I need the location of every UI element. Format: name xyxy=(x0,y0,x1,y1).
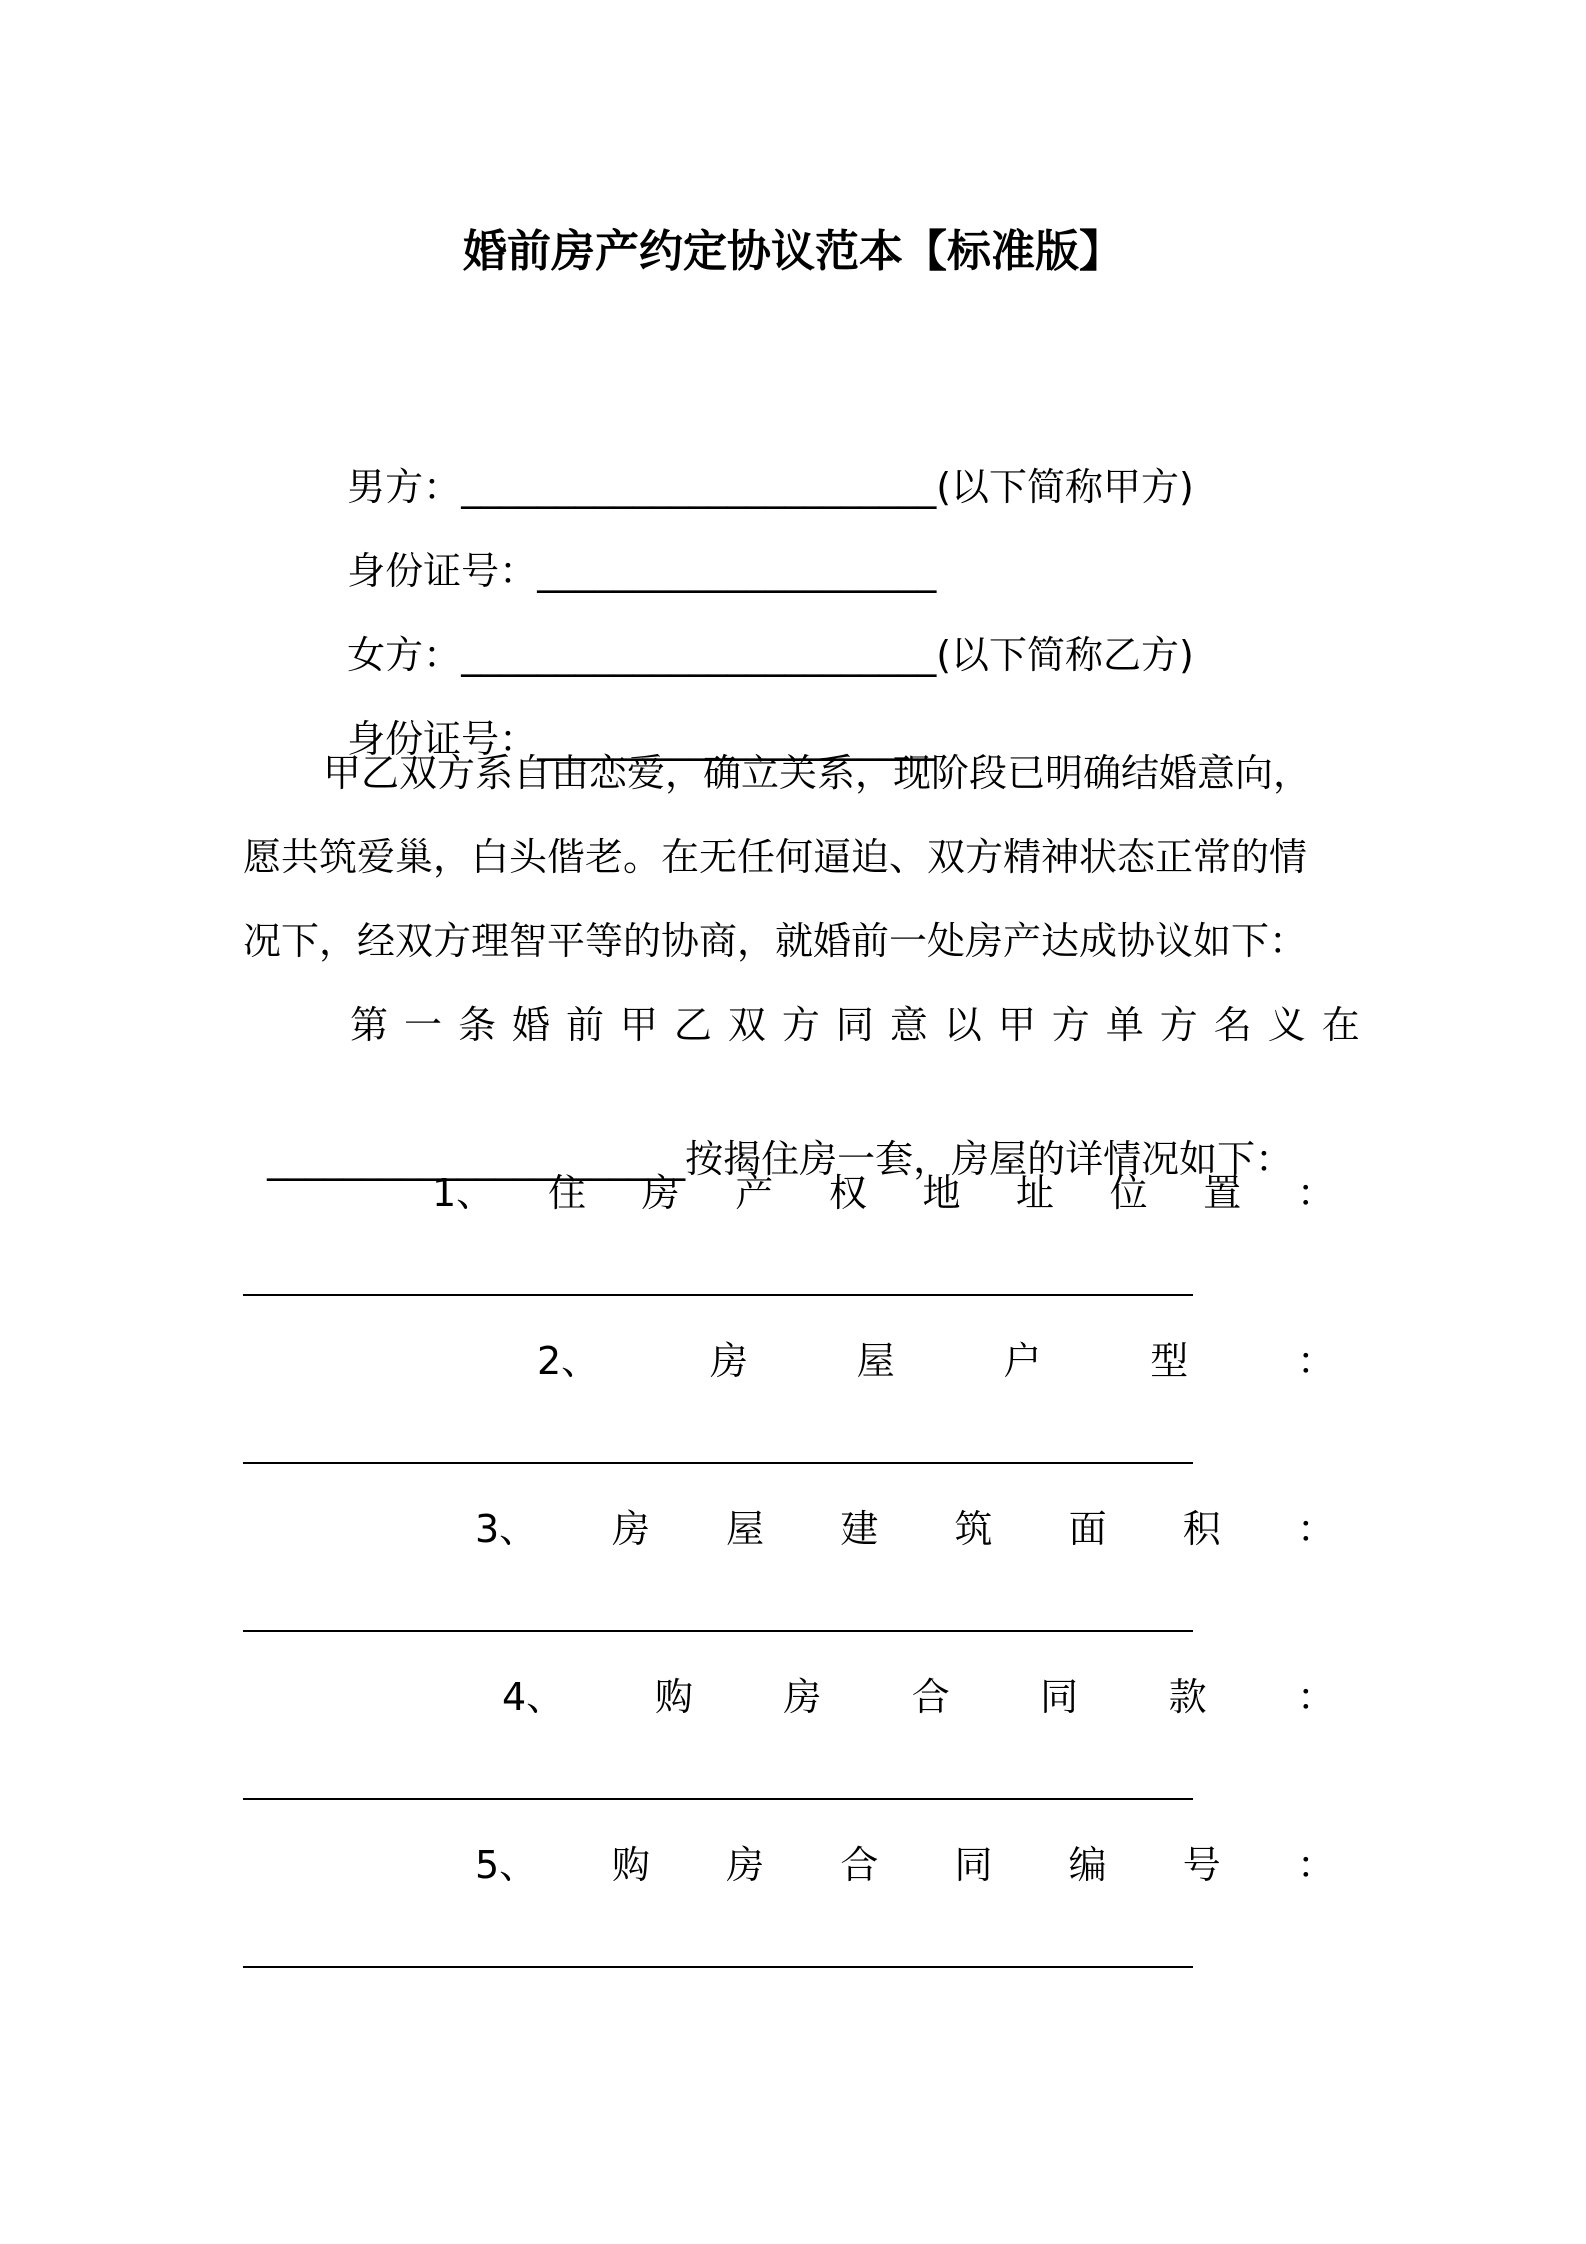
item-label-char: 户 xyxy=(1003,1339,1042,1383)
item-label-char: 房 xyxy=(710,1339,749,1383)
item-label xyxy=(612,1840,1335,1890)
item-label-char: ： xyxy=(1296,1675,1335,1719)
article-1-char: 方 xyxy=(781,1003,820,1047)
item-label-char: 屋 xyxy=(726,1507,765,1551)
item-label-char: 地 xyxy=(922,1171,961,1215)
id-label-1: 身份证号： xyxy=(347,549,538,593)
item-label-char: 位 xyxy=(1109,1171,1148,1215)
item-blank-line xyxy=(243,1294,1193,1296)
article-1-char: 方 xyxy=(1159,1003,1198,1047)
item-number: 1、 xyxy=(432,1171,495,1215)
item-label xyxy=(548,1168,1335,1218)
item-label-char: 屋 xyxy=(856,1339,895,1383)
article-1-char: 条 xyxy=(457,1003,496,1047)
article-1-char: 同 xyxy=(835,1003,874,1047)
article-1-char: 前 xyxy=(565,1003,604,1047)
item-label-char: 同 xyxy=(1040,1675,1079,1719)
item-label-char: 型 xyxy=(1150,1339,1189,1383)
article-1-char: 意 xyxy=(889,1003,928,1047)
article-1-char: 第 xyxy=(350,1003,389,1047)
item-label-char: 编 xyxy=(1068,1843,1107,1887)
item-label-char: 合 xyxy=(911,1675,950,1719)
item-label-char: 购 xyxy=(612,1843,651,1887)
item-label-char: 房 xyxy=(612,1507,651,1551)
article-1-char: 名 xyxy=(1213,1003,1252,1047)
article-1-rest: 按揭住房一套，房屋的详情况如下： xyxy=(685,1137,1294,1181)
article-1-char: 单 xyxy=(1105,1003,1144,1047)
item-label-char: 产 xyxy=(735,1171,774,1215)
item-label-char: ： xyxy=(1296,1507,1335,1551)
article-1-blank: ______________________ xyxy=(267,1137,686,1181)
intro-line-1: 甲乙双方系自由恋爱，确立关系，现阶段已明确结婚意向， xyxy=(323,751,1312,795)
item-label xyxy=(710,1336,1335,1386)
item-label-char: 积 xyxy=(1182,1507,1221,1551)
item-label-char: 面 xyxy=(1068,1507,1107,1551)
item-label-char: 房 xyxy=(641,1171,680,1215)
item-label-char: 筑 xyxy=(954,1507,993,1551)
id-blank-2: _____________________ xyxy=(537,717,937,761)
article-1-char: 方 xyxy=(1051,1003,1090,1047)
item-blank-line xyxy=(243,1966,1193,1968)
item-label-char: 房 xyxy=(726,1843,765,1887)
item-label-char: ： xyxy=(1296,1843,1335,1887)
party-male-note: (以下简称甲方) xyxy=(936,465,1194,509)
item-blank-line xyxy=(243,1798,1193,1800)
item-label-char: 建 xyxy=(840,1507,879,1551)
article-1-char: 双 xyxy=(727,1003,766,1047)
item-number: 4、 xyxy=(502,1675,565,1719)
intro-line-3: 况下，经双方理智平等的协商，就婚前一处房产达成协议如下： xyxy=(243,919,1308,963)
item-number: 3、 xyxy=(475,1507,538,1551)
item-label-char: 同 xyxy=(954,1843,993,1887)
item-label-char: 置 xyxy=(1203,1171,1242,1215)
id-label-2: 身份证号： xyxy=(347,717,538,761)
document-title: 婚前房产约定协议范本【标准版】 xyxy=(463,226,1123,277)
intro-line-2: 愿共筑爱巢，白头偕老。在无任何逼迫、双方精神状态正常的情 xyxy=(243,835,1308,879)
party-male-blank: _________________________ xyxy=(461,465,937,509)
item-label-char: 合 xyxy=(840,1843,879,1887)
article-1-char: 甲 xyxy=(997,1003,1036,1047)
article-1-char: 一 xyxy=(403,1003,442,1047)
item-label xyxy=(655,1672,1335,1722)
article-1-char: 乙 xyxy=(673,1003,712,1047)
item-label-char: 购 xyxy=(655,1675,694,1719)
item-label-char: 权 xyxy=(828,1171,867,1215)
item-label-char: 号 xyxy=(1182,1843,1221,1887)
party-female-blank: _________________________ xyxy=(461,633,937,677)
item-blank-line xyxy=(243,1630,1193,1632)
item-label-char: 址 xyxy=(1016,1171,1055,1215)
item-blank-line xyxy=(243,1462,1193,1464)
item-number: 2、 xyxy=(537,1339,600,1383)
article-1-line-1 xyxy=(350,1000,1360,1050)
article-1-char: 婚 xyxy=(511,1003,550,1047)
party-female-label: 女方： xyxy=(347,633,462,677)
item-label-char: ： xyxy=(1296,1171,1335,1215)
item-label xyxy=(612,1504,1335,1554)
party-male-label: 男方： xyxy=(347,465,462,509)
item-label-char: ： xyxy=(1296,1339,1335,1383)
article-1-char: 甲 xyxy=(619,1003,658,1047)
article-1-char: 在 xyxy=(1321,1003,1360,1047)
item-label-char: 房 xyxy=(783,1675,822,1719)
article-1-char: 以 xyxy=(943,1003,982,1047)
party-female-note: (以下简称乙方) xyxy=(936,633,1194,677)
item-label-char: 住 xyxy=(548,1171,587,1215)
id-blank-1: _____________________ xyxy=(537,549,937,593)
article-1-char: 义 xyxy=(1267,1003,1306,1047)
item-label-char: 款 xyxy=(1168,1675,1207,1719)
item-number: 5、 xyxy=(475,1843,538,1887)
